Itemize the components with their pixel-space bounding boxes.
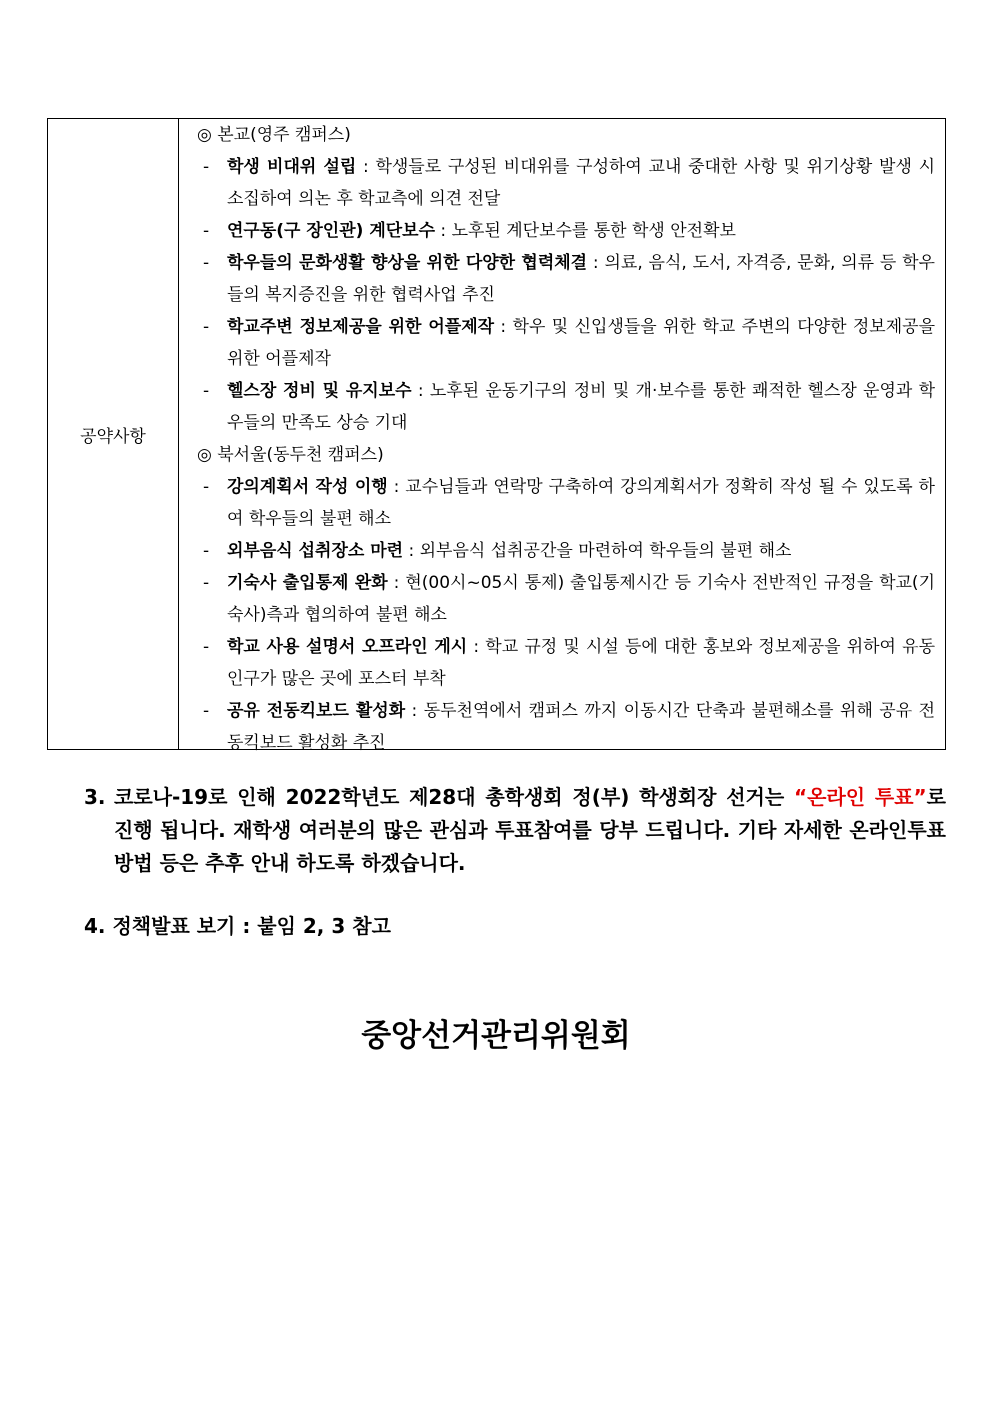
notice-number: 4.	[84, 914, 106, 938]
notice-policy-presentation	[84, 910, 946, 943]
pledge-item: - 외부음식 섭취장소 마련 : 외부음식 섭취공간을 마련하여 학우들의 불편 해소	[203, 541, 792, 561]
notice-body	[114, 781, 946, 880]
notice-online-vote	[84, 781, 946, 880]
pledge-desc: : 학우 및 신입생들을 위한 학교 주변의 다양한 정보제공을 위한 어플제작	[227, 317, 935, 369]
campus-heading-bukseoul: ◎ 북서울(동두천 캠퍼스)	[197, 445, 384, 465]
pledge-item: - 연구동(구 장인관) 계단보수 : 노후된 계단보수를 통한 학생 안전확보	[203, 221, 736, 241]
pledge-desc: : 동두천역에서 캠퍼스 까지 이동시간 단축과 불편해소를 위해 공유 전동킥보드 활성화 추진	[227, 701, 935, 753]
pledge-title: 학우들의 문화생활 향상을 위한 다양한 협력체결	[227, 253, 588, 273]
pledge-desc: : 외부음식 섭취공간을 마련하여 학우들의 불편 해소	[403, 541, 792, 561]
pledge-desc: : 노후된 계단보수를 통한 학생 안전확보	[435, 221, 736, 241]
pledge-desc: : 교수님들과 연락망 구축하여 강의계획서가 정확히 작성 될 수 있도록 하여 학우들의 불편 해소	[227, 477, 935, 529]
pledge-label: 공약사항	[48, 119, 179, 749]
pledge-title: 기숙사 출입통제 완화	[227, 573, 388, 593]
pledge-item: - 학생 비대위 설립 : 학생들로 구성된 비대위를 구성하여 교내 중대한 사항 및 위기상황 발생 시 소집하여 의논 후 학교측에 의견 전달	[203, 157, 935, 209]
pledge-desc: : 현(00시~05시 통제) 출입통제시간 등 기숙사 전반적인 규정을 학교(기숙사)측과 협의하여 불편 해소	[227, 573, 935, 625]
pledge-item: - 학교 사용 설명서 오프라인 게시 : 학교 규정 및 시설 등에 대한 홍보와 정보제공을 위하여 유동인구가 많은 곳에 포스터 부착	[203, 637, 935, 689]
pledge-desc: : 노후된 운동기구의 정비 및 개·보수를 통한 쾌적한 헬스장 운영과 학우들의 만족도 상승 기대	[227, 381, 935, 433]
pledge-desc: : 학생들로 구성된 비대위를 구성하여 교내 중대한 사항 및 위기상황 발생 시 소집하여 의논 후 학교측에 의견 전달	[227, 157, 935, 209]
notice-text: 정책발표 보기 : 붙임 2, 3 참고	[112, 914, 391, 938]
pledge-table	[47, 118, 946, 753]
pledge-title: 학교 사용 설명서 오프라인 게시	[227, 637, 468, 657]
pledge-title: 공유 전동킥보드 활성화	[227, 701, 406, 721]
pledge-content	[179, 119, 945, 753]
pledge-title: 학생 비대위 설립	[227, 157, 357, 177]
campus-heading-main: ◎ 본교(영주 캠퍼스)	[197, 125, 351, 145]
pledge-title: 헬스장 정비 및 유지보수	[227, 381, 412, 401]
notice-text-after: 로 진행 됩니다. 재학생 여러분의 많은 관심과 투표참여를 당부 드립니다. 기타 자세한 온라인투표 방법 등은 추후 안내 하도록 하겠습니다.	[114, 785, 946, 875]
online-vote-highlight: “온라인 투표”	[793, 785, 927, 809]
issuing-organization: 중앙선거관리위원회	[361, 1018, 631, 1054]
notice-number: 3.	[84, 785, 106, 809]
pledge-title: 학교주변 정보제공을 위한 어플제작	[227, 317, 495, 337]
pledge-desc: : 학교 규정 및 시설 등에 대한 홍보와 정보제공을 위하여 유동인구가 많은 곳에 포스터 부착	[227, 637, 935, 689]
pledge-item: - 강의계획서 작성 이행 : 교수님들과 연락망 구축하여 강의계획서가 정확히 작성 될 수 있도록 하여 학우들의 불편 해소	[203, 477, 935, 529]
pledge-item: - 학우들의 문화생활 향상을 위한 다양한 협력체결 : 의료, 음식, 도서, 자격증, 문화, 의류 등 학우들의 복지증진을 위한 협력사업 추진	[203, 253, 935, 305]
pledge-item: - 공유 전동킥보드 활성화 : 동두천역에서 캠퍼스 까지 이동시간 단축과 불편해소를 위해 공유 전동킥보드 활성화 추진	[203, 701, 935, 753]
pledge-title: 외부음식 섭취장소 마련	[227, 541, 404, 561]
pledge-item: - 기숙사 출입통제 완화 : 현(00시~05시 통제) 출입통제시간 등 기숙사 전반적인 규정을 학교(기숙사)측과 협의하여 불편 해소	[203, 573, 935, 625]
pledge-desc: : 의료, 음식, 도서, 자격증, 문화, 의류 등 학우들의 복지증진을 위한 협력사업 추진	[227, 253, 935, 305]
pledge-item: - 학교주변 정보제공을 위한 어플제작 : 학우 및 신입생들을 위한 학교 주변의 다양한 정보제공을 위한 어플제작	[203, 317, 935, 369]
pledge-item: - 헬스장 정비 및 유지보수 : 노후된 운동기구의 정비 및 개·보수를 통한 쾌적한 헬스장 운영과 학우들의 만족도 상승 기대	[203, 381, 935, 433]
pledge-title: 강의계획서 작성 이행	[227, 477, 388, 497]
notice-text-before: 코로나-19로 인해 2022학년도 제28대 총학생회 정(부) 학생회장 선거는	[114, 785, 794, 809]
pledge-title: 연구동(구 장인관) 계단보수	[227, 221, 436, 241]
